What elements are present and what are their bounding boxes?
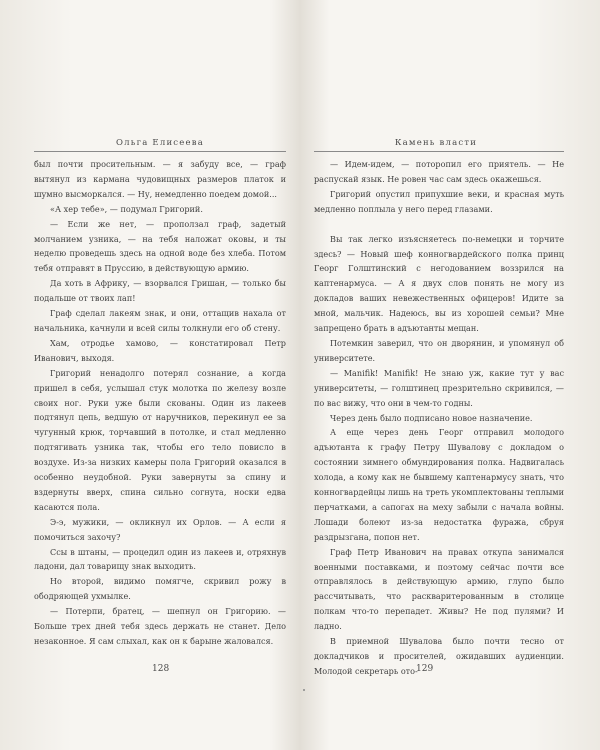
right-page <box>300 0 600 750</box>
paragraph: А еще через день Георг отправил молодого адъютанта к графу Петру Шувалову с докладом о состоянии зимнего обмундирования полка. Надвигалась холода, а кому как не бывшему каптенармусу знать, что конногвардейцы лишь на треть укомплектованы теплыми перчатками, а сапогах на меху забыли с начала войны. Лошади болеют из-за недостатка фуража, сбруя раздрызгана, попон нет. <box>314 427 564 542</box>
paragraph: — Идем-идем, — поторопил его приятель. — Не распускай язык. Не ровен час сам здесь окажешься. <box>314 159 564 184</box>
paragraph: — Потерпи, братец, — шепнул он Григорию. — Больше трех дней тебя здесь держать не станет. Дело незаконное. Я сам слыхал, как он к барыне жаловался. <box>34 606 286 646</box>
page-text <box>314 157 564 679</box>
page-number: 128 <box>152 664 170 674</box>
paragraph: Граф Петр Иванович на правах откупа занимался военными поставками, и поэтому сейчас почти все отправлялось в действующую армию, глупо было рассчитывать, что раскваритерованным в столице полкам что-то перепадет. Живы? Не под пулями? И ладно. <box>314 546 564 632</box>
page-number: 129 <box>416 664 434 674</box>
paper-speck <box>303 689 305 691</box>
page-text <box>34 157 286 649</box>
paragraph: Да хоть в Африку, — взорвался Гришан, — только бы подальше от твоих лап! <box>34 278 286 304</box>
paragraph: Э-э, мужики, — окликнул их Орлов. — А если я помочиться захочу? <box>34 516 286 542</box>
paragraph: был почти просительным. — я забуду все, — граф вытянул из кармана чудовищных размеров платок и шумно высморкался. — Ну, немедленно поедем домой... <box>34 159 286 199</box>
paragraph: Григорий ненадолго потерял сознание, а когда пришел в себя, услышал стук молотка по железу возле своих ног. Руки уже были скованы. Один из лакеев подтянул цепь, ведшую от наручников, перекинул ее за чугунный крюк, торчавший в потолке, и стал медленно подтягивать узника так, чтобы его тело повисло в воздухе. Из-за низких камеры пола Григорий оказался в особенно неудобной. Руки завернуты за спину и вздернуты вверх, спина сильно согнута, носки едва касаются пола. <box>34 367 286 512</box>
paragraph: — Manifik! Manifik! Не знаю уж, какие тут у вас университеты, — голштинец презрительно скривился, — по вас вижу, что они в чем-то годны. <box>314 367 564 408</box>
header-rule <box>34 151 286 152</box>
paragraph: Ссы в штаны, — процедил один из лакеев и, отряхнув ладони, дал товарищу знак выходить. <box>34 546 286 572</box>
header-rule <box>314 151 564 152</box>
paragraph: Григорий опустил припухшие веки, и красная муть медленно поплыла у него перед глазами. <box>314 188 564 214</box>
paragraph: Хам, отродье хамово, — констатировал Петр Иванович, выходя. <box>34 337 286 363</box>
paragraph: Через день было подписано новое назначение. <box>330 412 533 423</box>
running-head-author: Ольга Елисеева <box>116 138 204 148</box>
paragraph: — Если же нет, — проползал граф, задетый молчанием узника, — на тебя наложат оковы, и ты неделю проведешь здесь на одной воде без хлеба. Потом тебя отправят в Пруссию, в действующую армию. <box>34 218 286 274</box>
paragraph: Граф сделал лакеям знак, и они, оттащив нахала от начальника, качнули и всей силы толкнули его об стену. <box>34 308 286 333</box>
paragraph: В приемной Шувалова было почти тесно от докладчиков и просителей, ожидавших аудиенции. Молодой секретарь ото- <box>314 636 564 676</box>
paragraph: Но второй, видимо помягче, скривил рожу в ободряющей ухмылке. <box>34 576 286 602</box>
paragraph: Потемкин заверил, что он дворянин, и упомянул об университете. <box>314 337 564 363</box>
running-head-title: Камень власти <box>394 138 478 148</box>
paragraph: Вы так легко изъясняетесь по-немецки и торчите здесь? — Новый шеф конногвардейского полка принц Георг Голштинский с негодованием воззрился на каптенармуса. — А я двух слов понять не могу из докладов ваших невежественных офицеров! Идите за мной, мальчик. Надеюсь, вы из хорошей семьи? Мне запрещено брать в адъютанты мещан. <box>314 233 564 334</box>
paragraph: «А хер тебе», — подумал Григорий. <box>50 203 203 214</box>
